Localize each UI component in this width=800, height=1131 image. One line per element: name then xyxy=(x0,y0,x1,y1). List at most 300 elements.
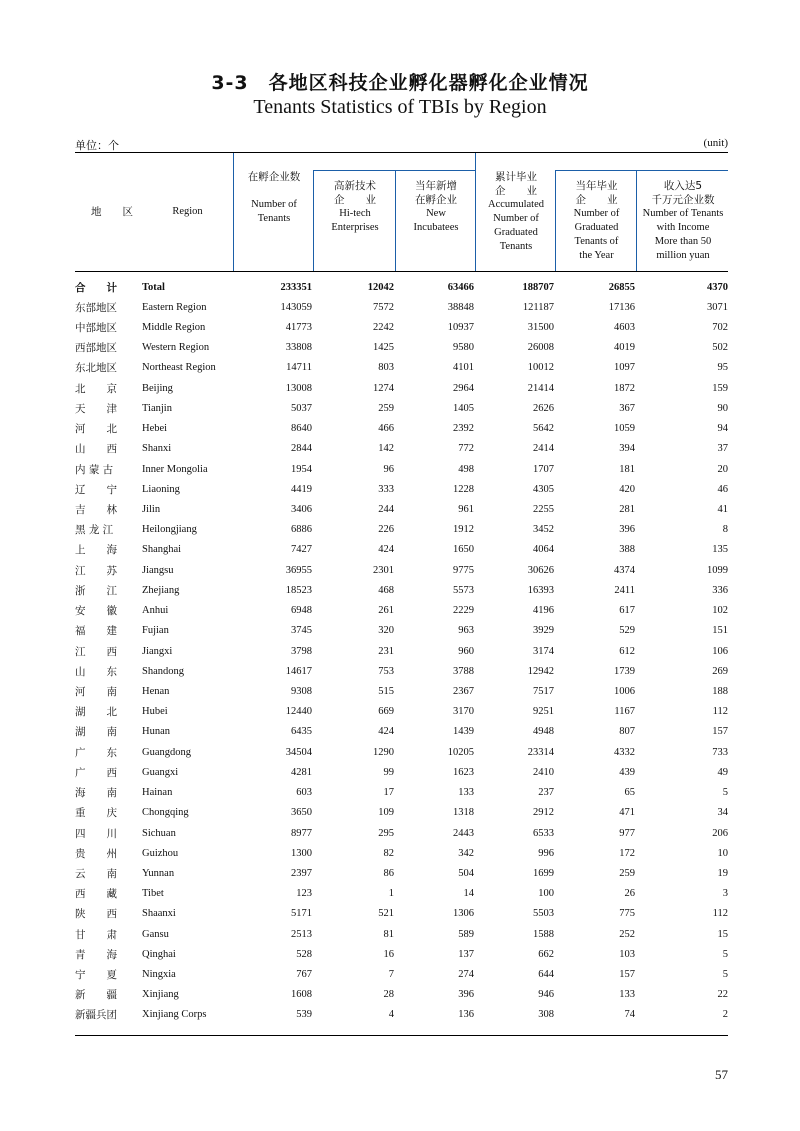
value-cell: 188707 xyxy=(522,281,554,293)
header-new-incubatees: 当年新增 在孵企业 New Incubatees xyxy=(413,180,459,233)
value-cell: 10937 xyxy=(447,322,474,334)
table-row xyxy=(75,560,728,580)
value-cell: 1097 xyxy=(614,362,635,374)
value-cell: 41 xyxy=(717,504,728,516)
value-cell: 960 xyxy=(458,645,474,657)
value-cell: 16393 xyxy=(527,584,554,596)
value-cell: 14711 xyxy=(286,362,312,374)
value-cell: 1228 xyxy=(453,483,474,495)
value-cell: 9580 xyxy=(453,342,474,354)
value-cell: 133 xyxy=(458,787,474,799)
value-cell: 367 xyxy=(619,402,635,414)
value-cell: 603 xyxy=(296,787,312,799)
value-cell: 502 xyxy=(712,342,728,354)
table-body xyxy=(75,277,728,1025)
header-divider xyxy=(395,170,396,271)
value-cell: 2443 xyxy=(453,827,474,839)
value-cell: 17 xyxy=(383,787,394,799)
value-cell: 3929 xyxy=(533,625,554,637)
value-cell: 295 xyxy=(378,827,394,839)
table-row xyxy=(75,601,728,621)
value-cell: 226 xyxy=(378,524,394,536)
value-cell: 12042 xyxy=(367,281,394,293)
value-cell: 13008 xyxy=(285,382,312,394)
table-row xyxy=(75,964,728,984)
region-name-en: Xinjiang xyxy=(142,989,179,1001)
value-cell: 26 xyxy=(624,888,635,900)
value-cell: 4305 xyxy=(533,483,554,495)
value-cell: 86 xyxy=(383,867,394,879)
value-cell: 10 xyxy=(717,847,728,859)
unit-label-english: (unit) xyxy=(703,137,728,149)
value-cell: 65 xyxy=(624,787,635,799)
value-cell: 775 xyxy=(619,908,635,920)
region-name-cn: 江 苏 xyxy=(75,564,117,577)
value-cell: 753 xyxy=(378,665,394,677)
value-cell: 41773 xyxy=(285,322,312,334)
value-cell: 28 xyxy=(383,989,394,1001)
value-cell: 10012 xyxy=(527,362,554,374)
header-region-en: Region xyxy=(172,206,203,217)
value-cell: 669 xyxy=(378,706,394,718)
region-name-en: Gansu xyxy=(142,928,169,940)
value-cell: 151 xyxy=(712,625,728,637)
value-cell: 136 xyxy=(458,1009,474,1021)
region-name-en: Jiangsu xyxy=(142,564,174,576)
value-cell: 49 xyxy=(717,766,728,778)
value-cell: 3745 xyxy=(291,625,312,637)
value-cell: 7427 xyxy=(291,544,312,556)
value-cell: 5503 xyxy=(533,908,554,920)
value-cell: 2229 xyxy=(453,605,474,617)
table-row-total xyxy=(75,277,728,297)
region-name-cn: 中部地区 xyxy=(75,322,117,335)
table-row xyxy=(75,1005,728,1025)
value-cell: 259 xyxy=(378,402,394,414)
value-cell: 424 xyxy=(378,544,394,556)
value-cell: 466 xyxy=(378,423,394,435)
value-cell: 5037 xyxy=(291,402,312,414)
value-cell: 3071 xyxy=(707,301,728,313)
region-name-en: Tibet xyxy=(142,888,164,900)
value-cell: 206 xyxy=(712,827,728,839)
table-row xyxy=(75,843,728,863)
title-chinese: 3-3 各地区科技企业孵化器孵化企业情况 xyxy=(211,72,589,94)
value-cell: 3170 xyxy=(453,706,474,718)
value-cell: 3 xyxy=(722,888,728,900)
value-cell: 388 xyxy=(619,544,635,556)
value-cell: 2392 xyxy=(453,423,474,435)
value-cell: 37 xyxy=(717,443,728,455)
value-cell: 424 xyxy=(378,726,394,738)
region-name-en: Hunan xyxy=(142,726,170,738)
value-cell: 612 xyxy=(619,645,635,657)
region-name-en: Hebei xyxy=(142,423,168,435)
value-cell: 22 xyxy=(717,989,728,1001)
table-row xyxy=(75,358,728,378)
value-cell: 528 xyxy=(296,948,312,960)
value-cell: 14 xyxy=(463,888,474,900)
value-cell: 617 xyxy=(619,605,635,617)
value-cell: 4603 xyxy=(614,322,635,334)
region-name-en: Tianjin xyxy=(142,402,172,414)
value-cell: 1425 xyxy=(373,342,394,354)
value-cell: 1006 xyxy=(614,685,635,697)
value-cell: 157 xyxy=(712,726,728,738)
value-cell: 8640 xyxy=(291,423,312,435)
region-name-en: Total xyxy=(142,281,165,293)
region-name-cn: 湖 南 xyxy=(75,726,117,739)
value-cell: 94 xyxy=(717,423,728,435)
region-name-cn: 云 南 xyxy=(75,867,117,880)
value-cell: 961 xyxy=(458,504,474,516)
header-income-over-50m: 收入达5 千万元企业数 Number of Tenants with Income More than 50 million yuan xyxy=(642,180,724,261)
value-cell: 2255 xyxy=(533,504,554,516)
value-cell: 30626 xyxy=(527,564,554,576)
value-cell: 3174 xyxy=(533,645,554,657)
unit-label-chinese: 单位：个 xyxy=(75,139,119,152)
value-cell: 4 xyxy=(388,1009,394,1021)
region-name-en: Beijing xyxy=(142,382,173,394)
value-cell: 644 xyxy=(538,969,554,981)
value-cell: 733 xyxy=(712,746,728,758)
value-cell: 8977 xyxy=(291,827,312,839)
value-cell: 1306 xyxy=(453,908,474,920)
table-row xyxy=(75,944,728,964)
value-cell: 504 xyxy=(458,867,474,879)
region-name-cn: 上 海 xyxy=(75,544,117,557)
header-region-cn: 地 区 xyxy=(91,206,133,218)
value-cell: 103 xyxy=(619,948,635,960)
value-cell: 4370 xyxy=(707,281,728,293)
value-cell: 1588 xyxy=(533,928,554,940)
value-cell: 5 xyxy=(722,787,728,799)
region-name-en: Hubei xyxy=(142,706,168,718)
value-cell: 121187 xyxy=(522,301,554,313)
region-name-cn: 河 南 xyxy=(75,685,117,698)
value-cell: 308 xyxy=(538,1009,554,1021)
region-name-en: Sichuan xyxy=(142,827,176,839)
table-bottom-rule xyxy=(75,1035,728,1036)
region-name-cn: 广 东 xyxy=(75,746,117,759)
value-cell: 9308 xyxy=(291,685,312,697)
value-cell: 3650 xyxy=(291,807,312,819)
region-name-cn: 四 川 xyxy=(75,827,117,840)
value-cell: 274 xyxy=(458,969,474,981)
value-cell: 5 xyxy=(722,969,728,981)
value-cell: 181 xyxy=(619,463,635,475)
value-cell: 4948 xyxy=(533,726,554,738)
value-cell: 12440 xyxy=(285,706,312,718)
header-graduated-of-year: 当年毕业 企 业 Number of Graduated Tenants of the Year xyxy=(573,180,620,261)
value-cell: 539 xyxy=(296,1009,312,1021)
value-cell: 589 xyxy=(458,928,474,940)
value-cell: 6886 xyxy=(291,524,312,536)
value-cell: 26008 xyxy=(527,342,554,354)
value-cell: 439 xyxy=(619,766,635,778)
table-row xyxy=(75,884,728,904)
value-cell: 261 xyxy=(378,605,394,617)
region-name-cn: 河 北 xyxy=(75,423,117,436)
value-cell: 471 xyxy=(619,807,635,819)
value-cell: 17136 xyxy=(608,301,635,313)
region-name-en: Northeast Region xyxy=(142,362,216,374)
value-cell: 767 xyxy=(296,969,312,981)
value-cell: 5171 xyxy=(291,908,312,920)
value-cell: 38848 xyxy=(447,301,474,313)
value-cell: 81 xyxy=(383,928,394,940)
value-cell: 74 xyxy=(624,1009,635,1021)
region-name-cn: 山 东 xyxy=(75,665,117,678)
value-cell: 269 xyxy=(712,665,728,677)
table-row xyxy=(75,479,728,499)
value-cell: 2414 xyxy=(533,443,554,455)
table-row xyxy=(75,924,728,944)
value-cell: 1872 xyxy=(614,382,635,394)
table-row xyxy=(75,681,728,701)
region-name-cn: 黑 龙 江 xyxy=(75,524,114,537)
region-name-en: Chongqing xyxy=(142,807,189,819)
value-cell: 394 xyxy=(619,443,635,455)
value-cell: 4196 xyxy=(533,605,554,617)
region-name-en: Fujian xyxy=(142,625,169,637)
value-cell: 188 xyxy=(712,685,728,697)
region-name-en: Middle Region xyxy=(142,322,206,334)
header-number-of-tenants: 在孵企业数 Number of Tenants xyxy=(247,171,301,224)
value-cell: 946 xyxy=(538,989,554,1001)
region-name-en: Western Region xyxy=(142,342,210,354)
value-cell: 521 xyxy=(378,908,394,920)
value-cell: 7517 xyxy=(533,685,554,697)
table-row xyxy=(75,823,728,843)
value-cell: 16 xyxy=(383,948,394,960)
value-cell: 172 xyxy=(619,847,635,859)
table-row xyxy=(75,904,728,924)
value-cell: 4101 xyxy=(453,362,474,374)
title-english: Tenants Statistics of TBIs by Region xyxy=(253,96,547,118)
value-cell: 99 xyxy=(383,766,394,778)
table-top-rule xyxy=(75,152,728,153)
value-cell: 112 xyxy=(712,706,728,718)
value-cell: 1405 xyxy=(453,402,474,414)
value-cell: 2367 xyxy=(453,685,474,697)
value-cell: 4019 xyxy=(614,342,635,354)
value-cell: 100 xyxy=(538,888,554,900)
value-cell: 20 xyxy=(717,463,728,475)
value-cell: 237 xyxy=(538,787,554,799)
value-cell: 33808 xyxy=(285,342,312,354)
region-name-cn: 合 计 xyxy=(75,281,117,294)
region-name-cn: 贵 州 xyxy=(75,847,117,860)
value-cell: 23314 xyxy=(527,746,554,758)
value-cell: 2 xyxy=(722,1009,728,1021)
header-divider xyxy=(636,170,637,271)
region-name-cn: 广 西 xyxy=(75,766,117,779)
value-cell: 1707 xyxy=(533,463,554,475)
value-cell: 1608 xyxy=(291,989,312,1001)
region-name-cn: 内 蒙 古 xyxy=(75,463,114,476)
value-cell: 2397 xyxy=(291,867,312,879)
value-cell: 123 xyxy=(296,888,312,900)
value-cell: 31500 xyxy=(527,322,554,334)
header-accumulated-graduated: 累计毕业 企 业 Accumulated Number of Graduated Tenants xyxy=(488,171,544,252)
table-row xyxy=(75,985,728,1005)
value-cell: 4281 xyxy=(291,766,312,778)
value-cell: 21414 xyxy=(527,382,554,394)
value-cell: 1912 xyxy=(453,524,474,536)
table-row xyxy=(75,863,728,883)
table-row xyxy=(75,398,728,418)
value-cell: 259 xyxy=(619,867,635,879)
header-divider xyxy=(313,170,314,271)
value-cell: 157 xyxy=(619,969,635,981)
region-name-cn: 东部地区 xyxy=(75,301,117,314)
table-row xyxy=(75,782,728,802)
value-cell: 336 xyxy=(712,584,728,596)
value-cell: 159 xyxy=(712,382,728,394)
value-cell: 233351 xyxy=(280,281,312,293)
value-cell: 143059 xyxy=(280,301,312,313)
value-cell: 963 xyxy=(458,625,474,637)
table-row xyxy=(75,580,728,600)
region-name-en: Henan xyxy=(142,685,170,697)
value-cell: 2242 xyxy=(373,322,394,334)
region-name-cn: 吉 林 xyxy=(75,504,117,517)
region-name-cn: 安 徽 xyxy=(75,605,117,618)
value-cell: 2964 xyxy=(453,382,474,394)
value-cell: 807 xyxy=(619,726,635,738)
value-cell: 12942 xyxy=(527,665,554,677)
value-cell: 102 xyxy=(712,605,728,617)
value-cell: 1167 xyxy=(614,706,635,718)
value-cell: 90 xyxy=(717,402,728,414)
region-name-en: Hainan xyxy=(142,787,173,799)
value-cell: 82 xyxy=(383,847,394,859)
value-cell: 3788 xyxy=(453,665,474,677)
value-cell: 4064 xyxy=(533,544,554,556)
table-header-rule xyxy=(75,271,728,272)
header-divider xyxy=(555,170,556,271)
value-cell: 5642 xyxy=(533,423,554,435)
region-name-cn: 重 庆 xyxy=(75,807,117,820)
value-cell: 281 xyxy=(619,504,635,516)
region-name-cn: 西部地区 xyxy=(75,342,117,355)
value-cell: 252 xyxy=(619,928,635,940)
region-name-cn: 陕 西 xyxy=(75,908,117,921)
region-name-en: Guangdong xyxy=(142,746,191,758)
value-cell: 468 xyxy=(378,584,394,596)
value-cell: 6533 xyxy=(533,827,554,839)
value-cell: 133 xyxy=(619,989,635,1001)
region-name-en: Zhejiang xyxy=(142,584,180,596)
value-cell: 4419 xyxy=(291,483,312,495)
value-cell: 7572 xyxy=(373,301,394,313)
value-cell: 1290 xyxy=(373,746,394,758)
value-cell: 6435 xyxy=(291,726,312,738)
value-cell: 1439 xyxy=(453,726,474,738)
value-cell: 1059 xyxy=(614,423,635,435)
table-row xyxy=(75,459,728,479)
region-name-en: Guangxi xyxy=(142,766,179,778)
value-cell: 3406 xyxy=(291,504,312,516)
value-cell: 333 xyxy=(378,483,394,495)
region-name-cn: 福 建 xyxy=(75,625,117,638)
header-divider xyxy=(475,153,476,271)
value-cell: 6948 xyxy=(291,605,312,617)
region-name-en: Shanxi xyxy=(142,443,172,455)
header-divider xyxy=(555,170,728,171)
value-cell: 3798 xyxy=(291,645,312,657)
region-name-en: Xinjiang Corps xyxy=(142,1009,207,1021)
value-cell: 9251 xyxy=(533,706,554,718)
table-row xyxy=(75,317,728,337)
value-cell: 2411 xyxy=(614,584,635,596)
table-row xyxy=(75,419,728,439)
value-cell: 1318 xyxy=(453,807,474,819)
table-row xyxy=(75,661,728,681)
value-cell: 244 xyxy=(378,504,394,516)
table-row xyxy=(75,742,728,762)
region-name-cn: 东北地区 xyxy=(75,362,117,375)
region-name-en: Jilin xyxy=(142,504,161,516)
value-cell: 2844 xyxy=(291,443,312,455)
region-name-cn: 湖 北 xyxy=(75,706,117,719)
value-cell: 1 xyxy=(388,888,394,900)
region-name-en: Shaanxi xyxy=(142,908,176,920)
value-cell: 772 xyxy=(458,443,474,455)
region-name-cn: 西 藏 xyxy=(75,888,117,901)
region-name-cn: 山 西 xyxy=(75,443,117,456)
value-cell: 1699 xyxy=(533,867,554,879)
value-cell: 2626 xyxy=(533,402,554,414)
value-cell: 702 xyxy=(712,322,728,334)
table-row xyxy=(75,803,728,823)
value-cell: 7 xyxy=(388,969,394,981)
region-name-cn: 新疆兵团 xyxy=(75,1009,117,1022)
value-cell: 4374 xyxy=(614,564,635,576)
table-row xyxy=(75,338,728,358)
value-cell: 396 xyxy=(458,989,474,1001)
value-cell: 3452 xyxy=(533,524,554,536)
value-cell: 34504 xyxy=(285,746,312,758)
value-cell: 135 xyxy=(712,544,728,556)
value-cell: 137 xyxy=(458,948,474,960)
value-cell: 63466 xyxy=(447,281,474,293)
table-row xyxy=(75,722,728,742)
region-name-en: Heilongjiang xyxy=(142,524,197,536)
value-cell: 1099 xyxy=(707,564,728,576)
value-cell: 498 xyxy=(458,463,474,475)
value-cell: 529 xyxy=(619,625,635,637)
region-name-cn: 海 南 xyxy=(75,787,117,800)
region-name-en: Eastern Region xyxy=(142,301,207,313)
region-name-cn: 北 京 xyxy=(75,382,117,395)
value-cell: 142 xyxy=(378,443,394,455)
table-row xyxy=(75,520,728,540)
value-cell: 803 xyxy=(378,362,394,374)
value-cell: 5 xyxy=(722,948,728,960)
value-cell: 112 xyxy=(712,908,728,920)
value-cell: 18523 xyxy=(285,584,312,596)
value-cell: 4332 xyxy=(614,746,635,758)
region-name-en: Shandong xyxy=(142,665,184,677)
value-cell: 231 xyxy=(378,645,394,657)
value-cell: 662 xyxy=(538,948,554,960)
value-cell: 34 xyxy=(717,807,728,819)
region-name-cn: 天 津 xyxy=(75,402,117,415)
value-cell: 10205 xyxy=(447,746,474,758)
value-cell: 15 xyxy=(717,928,728,940)
